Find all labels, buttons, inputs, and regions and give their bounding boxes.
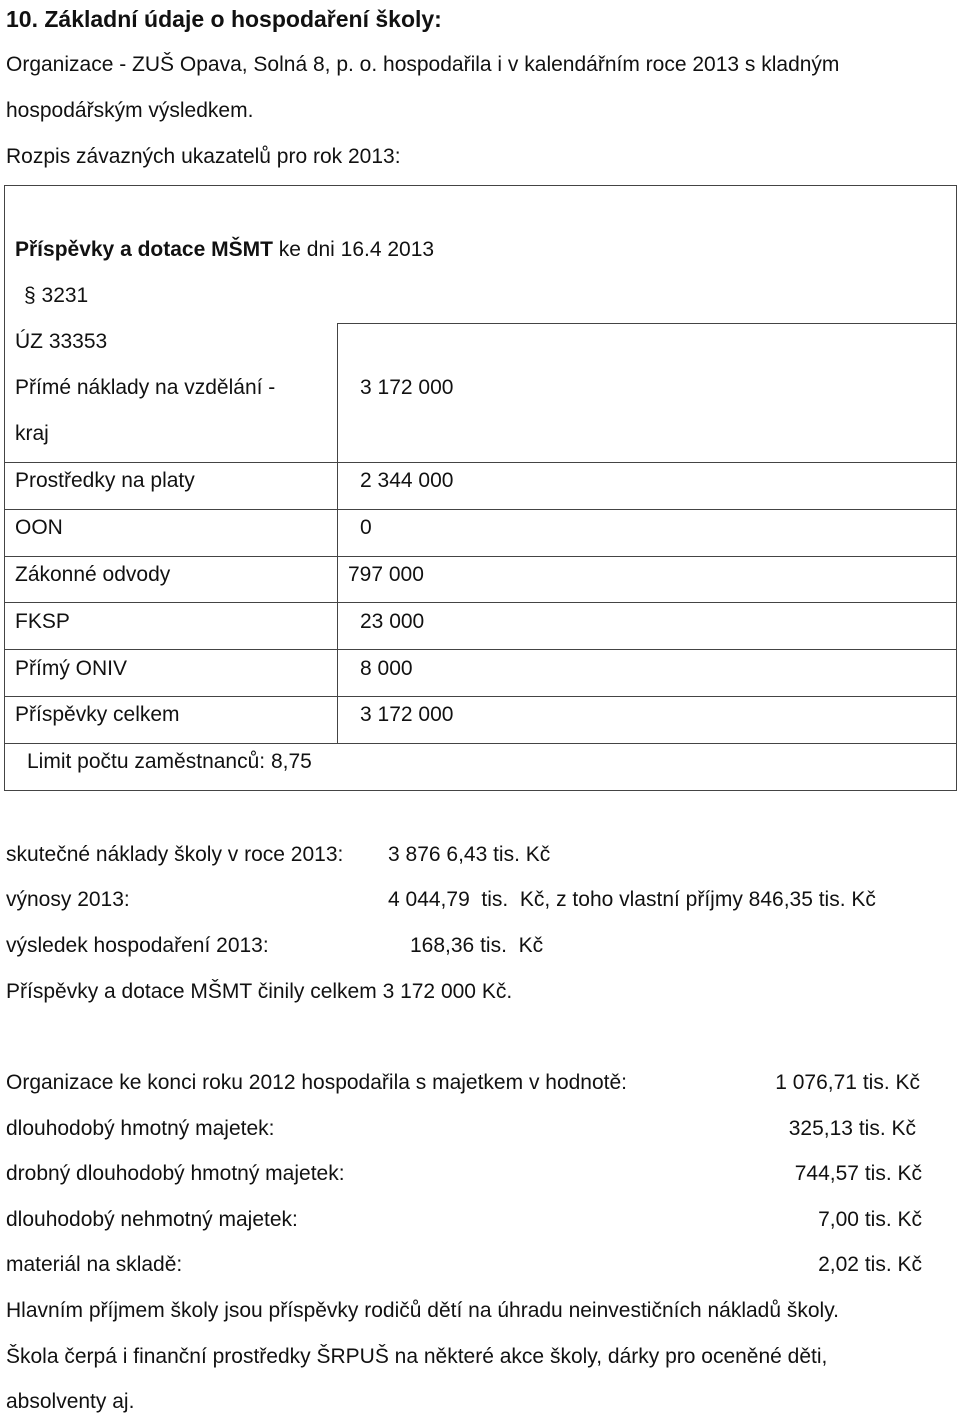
revenue-label: výnosy 2013: [6,888,130,911]
asset-label-intangible: dlouhodobý nehmotný majetek: [6,1208,298,1231]
revenue-value: 4 044,79 tis. Kč, z toho vlastní příjmy 846,35 tis. Kč [388,888,876,911]
table-rule [337,323,957,324]
row-value-salaries: 2 344 000 [360,469,454,492]
row-value-total: 3 172 000 [360,703,454,726]
asset-label-tangible: dlouhodobý hmotný majetek: [6,1117,275,1140]
row-value-levies: 797 000 [348,563,424,586]
table-title [15,239,434,260]
row-label-salaries: Prostředky na platy [15,469,195,492]
table-rule [4,602,957,603]
paragraph-code: § 3231 [24,284,89,307]
row-value-fksp: 23 000 [360,610,425,633]
table-title-bold: Příspěvky a dotace MŠMT [15,238,273,261]
table-rule [4,743,957,744]
table-border-bottom [4,790,957,791]
employee-limit: Limit počtu zaměstnanců: 8,75 [27,750,312,773]
table-rule [4,696,957,697]
result-value: 168,36 tis. Kč [410,934,544,957]
intro-line-2: hospodářským výsledkem. [6,99,254,122]
row-value-oniv: 8 000 [360,657,413,680]
row-label-levies: Zákonné odvody [15,563,171,586]
row-label-fksp: FKSP [15,610,70,633]
row-value-oon: 0 [360,516,372,539]
asset-value-intangible: 7,00 tis. Kč [818,1208,922,1231]
table-title-date: ke dni 16.4 2013 [272,238,435,261]
asset-label-stock: materiál na skladě: [6,1253,183,1276]
table-rule [4,556,957,557]
table-rule [4,649,957,650]
table-rule [4,462,957,463]
table-column-divider [337,323,338,743]
table-border-top [4,185,957,186]
section-heading: 10. Základní údaje o hospodaření školy: [6,6,442,32]
costs-value: 3 876 6,43 tis. Kč [388,843,551,866]
intro-line-1: Organizace - ZUŠ Opava, Solná 8, p. o. hospodařila i v kalendářním roce 2013 s kladným [6,53,840,76]
row-label-oon: OON [15,516,63,539]
table-border-right [956,185,957,791]
asset-value-stock: 2,02 tis. Kč [818,1253,922,1276]
closing-line-3: absolventy aj. [6,1390,135,1413]
result-label: výsledek hospodaření 2013: [6,934,269,957]
table-rule [4,509,957,510]
asset-value-small-tangible: 744,57 tis. Kč [794,1162,922,1185]
row-value-direct-costs: 3 172 000 [360,376,454,399]
costs-label: skutečné náklady školy v roce 2013: [6,843,344,866]
subsidy-total: Příspěvky a dotace MŠMT činily celkem 3 172 000 Kč. [6,980,513,1003]
row-label-direct-costs: Přímé náklady na vzdělání - [15,376,276,399]
row-label-direct-costs-line2: kraj [15,422,49,445]
asset-label-small-tangible: drobný dlouhodobý hmotný majetek: [6,1162,345,1185]
row-label-oniv: Přímý ONIV [15,657,128,680]
uz-code: ÚZ 33353 [15,330,108,353]
closing-line-1: Hlavním příjmem školy jsou příspěvky rodičů dětí na úhradu neinvestičních nákladů školy. [6,1299,839,1322]
closing-line-2: Škola čerpá i finanční prostředky ŠRPUŠ na některé akce školy, dárky pro oceněné děti, [6,1345,828,1368]
row-label-total: Příspěvky celkem [15,703,180,726]
table-border-left [4,185,5,791]
asset-value-tangible: 325,13 tis. Kč [788,1117,916,1140]
asset-label-total: Organizace ke konci roku 2012 hospodařila s majetkem v hodnotě: [6,1071,628,1094]
rozpis-heading: Rozpis závazných ukazatelů pro rok 2013: [6,145,401,168]
asset-value-total: 1 076,71 tis. Kč [775,1071,920,1094]
